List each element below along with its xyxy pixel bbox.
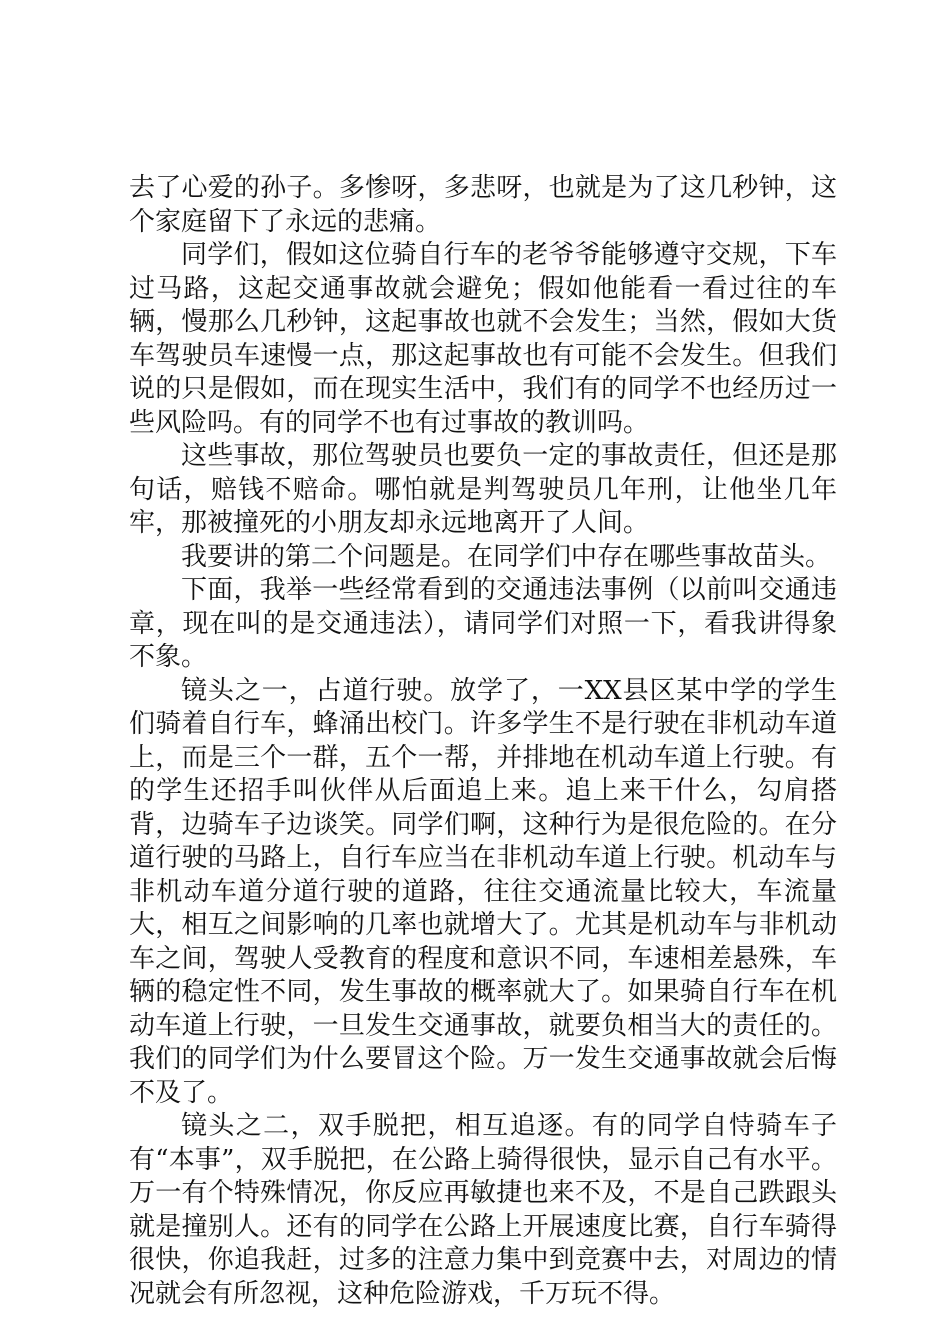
paragraph-6: 镜头之一，占道行驶。放学了，一XX县区某中学的学生们骑着自行车，蜂涌出校门。许多学生不是行驶在非机动车道上，而是三个一群，五个一帮，并排地在机动车道上行驶。有的学生还招手叫伙伴从后面追上来。追上来干什么，勾肩搭背，边骑车子边谈笑。同学们啊，这种行为是很危险的。在分道行驶的马路上，自行车应当在非机动车道上行驶。机动车与非机动车道分道行驶的道路，往往交通流量比较大，车流量大，相互之间影响的几率也就增大了。尤其是机动车与非机动车之间，驾驶人受教育的程度和意识不同，车速相差悬殊，车辆的稳定性不同，发生事故的概率就大了。如果骑自行车在机动车道上行驶，一旦发生交通事故，就要负相当大的责任的。我们的同学们为什么要冒这个险。万一发生交通事故就会后悔不及了。: [129, 675, 837, 1108]
paragraph-5: 下面，我举一些经常看到的交通违法事例（以前叫交通违章，现在叫的是交通违法），请同学们对照一下，看我讲得象不象。: [129, 575, 837, 672]
paragraph-7: 镜头之二，双手脱把，相互追逐。有的同学自恃骑车子有“本事”，双手脱把，在公路上骑得很快，显示自己有水平。万一有个特殊情况，你反应再敏捷也来不及，不是自己跌跟头就是撞别人。还有的同学在公路上开展速度比赛，自行车骑得很快，你追我赶，过多的注意力集中到竞赛中去，对周边的情况就会有所忽视，这种危险游戏，千万玩不得。: [129, 1111, 837, 1309]
paragraph-1: 去了心爱的孙子。多惨呀，多悲呀，也就是为了这几秒钟，这个家庭留下了永远的悲痛。: [129, 173, 837, 237]
paragraph-4: 我要讲的第二个问题是。在同学们中存在哪些事故苗头。: [181, 541, 832, 572]
paragraph-3: 这些事故，那位驾驶员也要负一定的事故责任，但还是那句话，赔钱不赔命。哪怕就是判驾驶员几年刑，让他坐几年牢，那被撞死的小朋友却永远地离开了人间。: [129, 441, 837, 538]
document-body: [129, 172, 837, 1311]
paragraph-2: 同学们，假如这位骑自行车的老爷爷能够遵守交规，下车过马路，这起交通事故就会避免；假如他能看一看过往的车辆，慢那么几秒钟，这起事故也就不会发生；当然，假如大货车驾驶员车速慢一点，那这起事故也有可能不会发生。但我们说的只是假如，而在现实生活中，我们有的同学不也经历过一些风险吗。有的同学不也有过事故的教训吗。: [129, 240, 837, 438]
